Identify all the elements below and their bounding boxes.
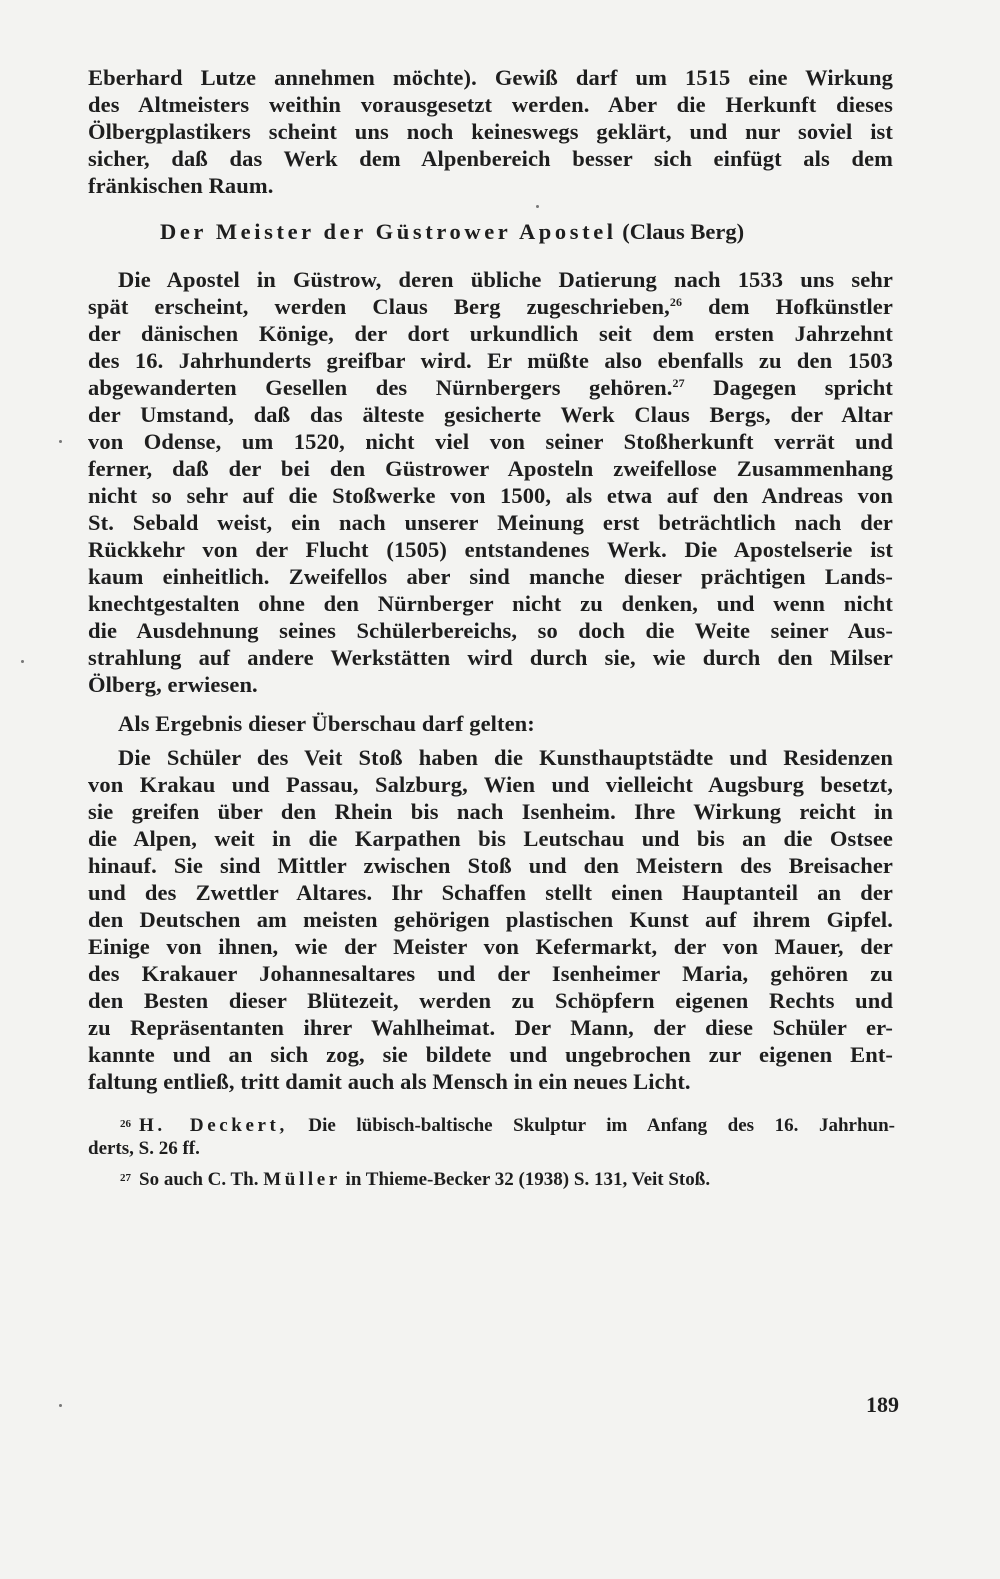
page-number: 189 [866, 1392, 899, 1417]
text-line: Ölbergplastikers scheint uns noch keineswegs geklärt, und nur soviel ist [88, 119, 893, 144]
text-line: sie greifen über den Rhein bis nach Isenheim. Ihre Wirkung reicht in [88, 799, 893, 824]
text-line [88, 374, 893, 401]
text-line: Rückkehr von der Flucht (1505) entstandenes Werk. Die Apostelserie ist [88, 537, 893, 562]
text-line: kaum einheitlich. Zweifellos aber sind manche dieser prächtigen Lands- [88, 564, 893, 589]
text-line: und des Zwettler Altares. Ihr Schaffen stellt einen Hauptanteil an der [88, 880, 893, 905]
text-line: kannte und an sich zog, sie bildete und ungebrochen zur eigenen Ent- [88, 1042, 893, 1067]
scan-speck [59, 440, 62, 443]
footnote-number: 26 [120, 1118, 131, 1130]
text-line: fränkischen Raum. [88, 173, 274, 198]
text-line: des 16. Jahrhunderts greifbar wird. Er müßte also ebenfalls zu den 1503 [88, 348, 893, 373]
footnote-ref-26[interactable]: 26 [669, 295, 683, 309]
text-line: von Odense, um 1520, nicht viel von seiner Stoßherkunft verrät und [88, 429, 893, 454]
text-line: die Alpen, weit in die Karpathen bis Leutschau und bis an die Ostsee [88, 826, 893, 851]
scan-speck [59, 1404, 62, 1407]
text-line: der Umstand, daß das älteste gesicherte Werk Claus Bergs, der Altar [88, 402, 893, 427]
text-line: Die Schüler des Veit Stoß haben die Kunsthauptstädte und Residenzen [118, 745, 893, 770]
text-line: sicher, daß das Werk dem Alpenbereich besser sich einfügt als dem [88, 146, 893, 171]
section-heading [160, 218, 744, 246]
footnote-text: in Thieme-Becker 32 (1938) S. 131, Veit Stoß. [340, 1169, 711, 1190]
text-line [88, 293, 893, 320]
text-span: Dagegen spricht [684, 375, 893, 400]
footnotes [88, 1112, 895, 1191]
footnote-text: Die lübisch-baltische Skulptur im Anfang des 16. Jahrhun- [287, 1115, 895, 1136]
text-span: dem Hofkünstler [682, 294, 893, 319]
text-line: faltung entließ, tritt damit auch als Mensch in ein neues Licht. [88, 1069, 691, 1094]
text-line: den Deutschen am meisten gehörigen plastischen Kunst auf ihrem Gipfel. [88, 907, 893, 932]
footnote-ref-27[interactable]: 27 [672, 376, 685, 390]
text-line: der dänischen Könige, der dort urkundlich seit dem ersten Jahrzehnt [88, 321, 893, 346]
text-line: den Besten dieser Blütezeit, werden zu Schöpfern eigenen Rechts und [88, 988, 893, 1013]
text-line: Die Apostel in Güstrow, deren übliche Datierung nach 1533 uns sehr [118, 267, 893, 292]
text-line: Ölberg, erwiesen. [88, 672, 258, 697]
text-line: die Ausdehnung seines Schülerbereichs, so doch die Weite seiner Aus- [88, 618, 893, 643]
paragraph-4 [88, 744, 893, 1095]
footnote-26 [120, 1112, 895, 1137]
paragraph-1 [88, 64, 893, 199]
text-line: hinauf. Sie sind Mittler zwischen Stoß und den Meistern des Breisacher [88, 853, 893, 878]
text-line: des Altmeisters weithin vorausgesetzt werden. Aber die Herkunft dieses [88, 92, 893, 117]
text-line: Einige von ihnen, wie der Meister von Kefermarkt, der von Mauer, der [88, 934, 893, 959]
heading-parenthetical: (Claus Berg) [622, 219, 745, 244]
text-line: des Krakauer Johannesaltares und der Isenheimer Maria, gehören zu [88, 961, 893, 986]
heading-spaced-title: Der Meister der Güstrower Apostel [160, 219, 617, 244]
text-line: zu Repräsentanten ihrer Wahlheimat. Der Mann, der diese Schüler er- [88, 1015, 893, 1040]
footnote-text: So auch C. Th. [139, 1169, 264, 1190]
paragraph-3 [88, 710, 893, 737]
text-line: nicht so sehr auf die Stoßwerke von 1500, als etwa auf den Andreas von [88, 483, 893, 508]
text-span: spät erscheint, werden Claus Berg zugeschrieben, [88, 294, 670, 319]
text-line: strahlung auf andere Werkstätten wird durch sie, wie durch den Milser [88, 645, 893, 670]
text-line: Eberhard Lutze annehmen möchte). Gewiß darf um 1515 eine Wirkung [88, 65, 893, 90]
scan-speck [21, 660, 24, 663]
scan-speck [536, 205, 539, 208]
footnote-author: H. Deckert, [139, 1115, 288, 1136]
text-line: ferner, daß der bei den Güstrower Aposteln zweifellose Zusammenhang [88, 456, 893, 481]
paragraph-2 [88, 266, 893, 698]
footnote-author: Müller [263, 1169, 341, 1190]
footnote-26-continuation: derts, S. 26 ff. [88, 1138, 200, 1159]
text-line: Als Ergebnis dieser Überschau darf gelten: [118, 711, 535, 736]
text-line: knechtgestalten ohne den Nürnberger nicht zu denken, und wenn nicht [88, 591, 893, 616]
footnote-27 [120, 1166, 895, 1191]
text-line: von Krakau und Passau, Salzburg, Wien und vielleicht Augsburg besetzt, [88, 772, 893, 797]
text-line: St. Sebald weist, ein nach unserer Meinung erst beträchtlich nach der [88, 510, 893, 535]
footnote-number: 27 [120, 1172, 131, 1184]
text-span: abgewanderten Gesellen des Nürnbergers gehören. [88, 375, 673, 400]
